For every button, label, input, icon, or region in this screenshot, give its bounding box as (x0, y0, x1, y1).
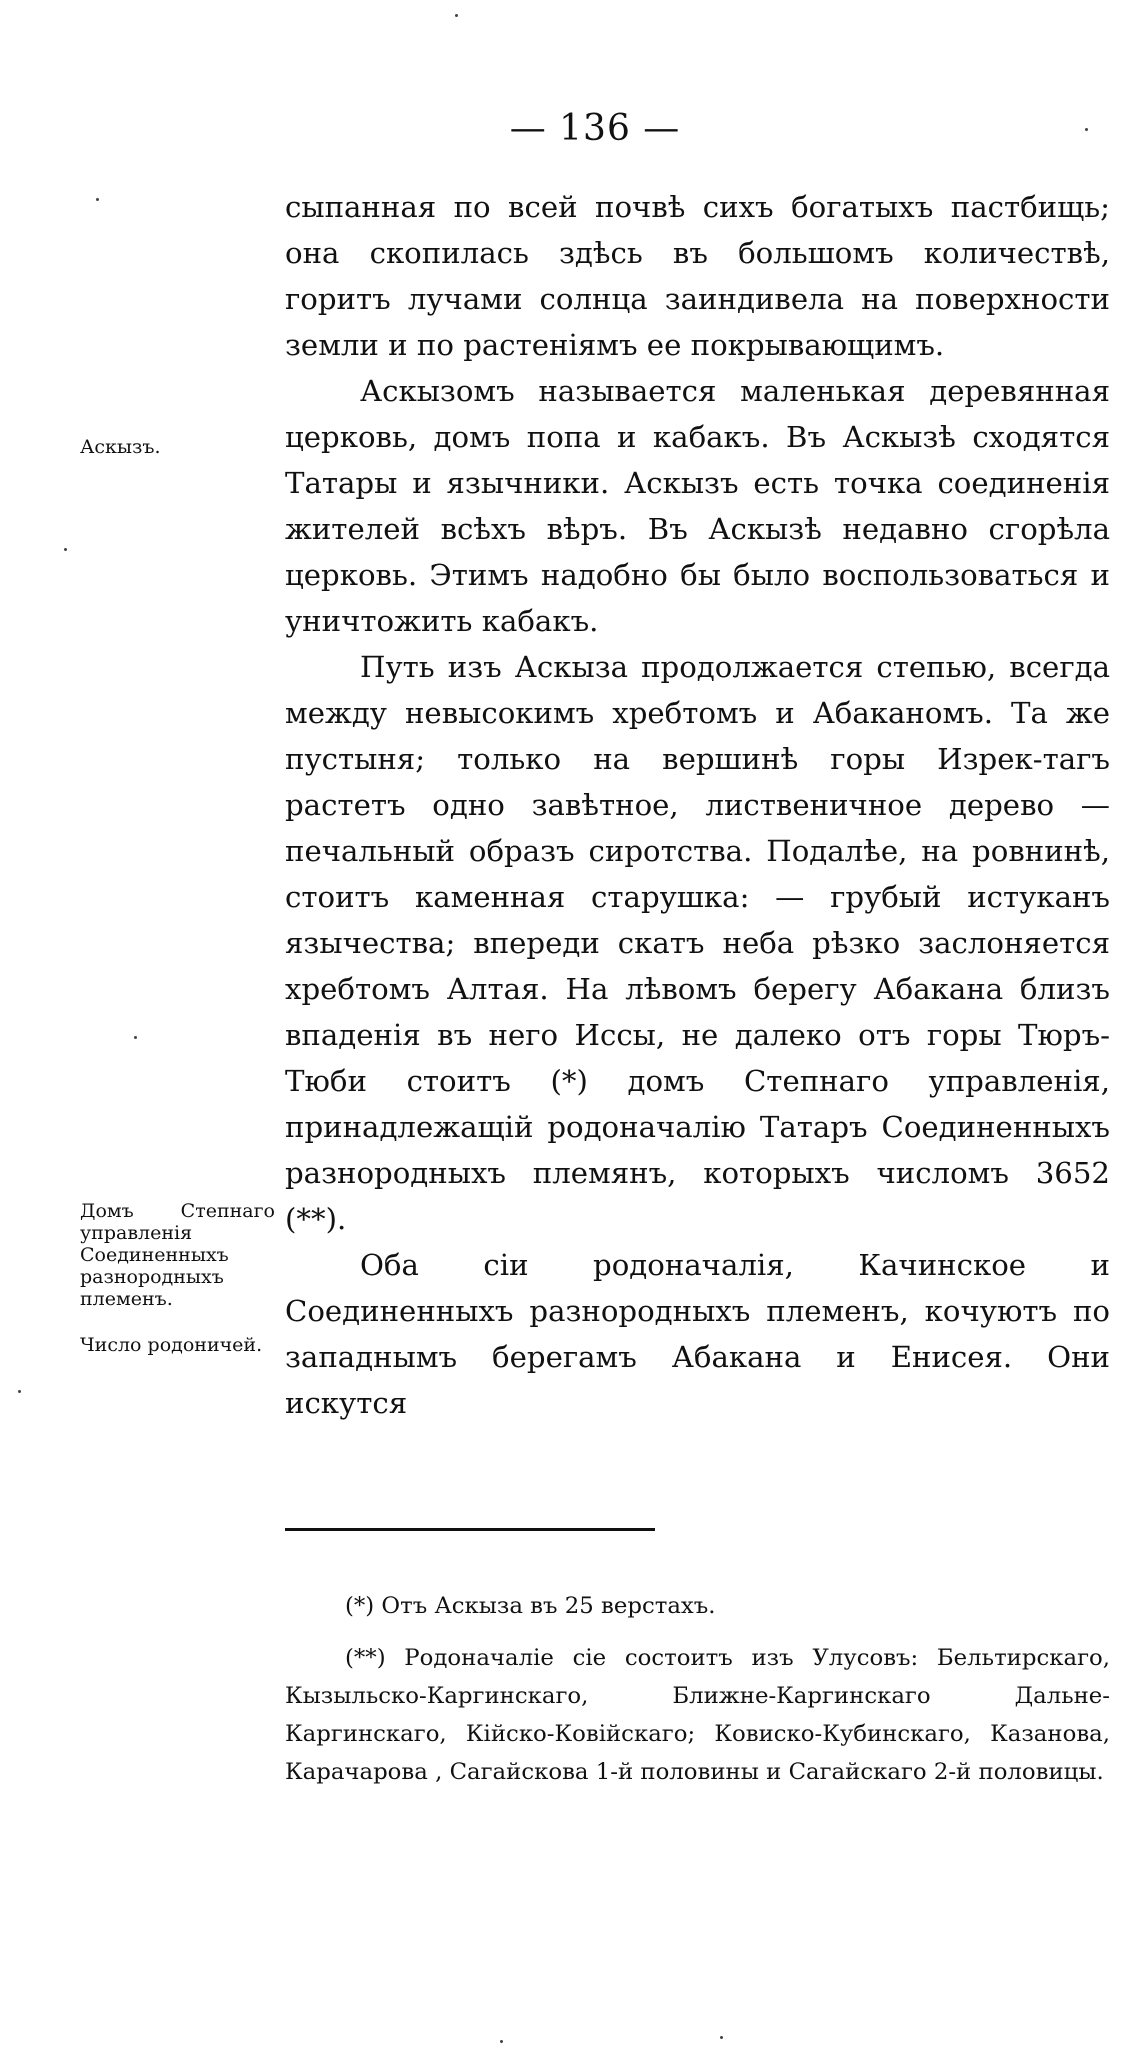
footnotes (285, 1587, 1110, 1805)
footnote-divider (285, 1528, 655, 1531)
margin-note-number: Число родоничей. (80, 1334, 263, 1356)
scan-speck (500, 2040, 503, 2043)
scan-speck (96, 198, 99, 201)
scan-speck (1085, 128, 1088, 131)
footnote-1: (*) Отъ Аскыза въ 25 верстахъ. (345, 1593, 716, 1619)
paragraph-2: Аскызомъ называется маленькая деревянная церковь, домъ попа и кабакъ. Въ Аскызѣ сходятся Татары и язычники. Аскызъ есть точка соединенія жителей всѣхъ вѣръ. Въ Аскызѣ недавно сгорѣла церковь. Этимъ надобно бы было воспользоваться и уничтожить кабакъ. (285, 374, 1110, 638)
scan-speck (18, 1390, 21, 1393)
margin-note-askyz: Аскызъ. (80, 436, 161, 458)
paragraph-4: Оба сіи родоначалія, Качинское и Соединенныхъ разнородныхъ племенъ, кочуютъ по западнымъ берегамъ Абакана и Енисея. Они искутся (285, 1248, 1110, 1420)
page-number: — 136 — (509, 108, 681, 149)
margin-note-steppe-house: Домъ Степнаго управленія Соединенныхъ разнородныхъ племенъ. (80, 1200, 275, 1310)
scan-speck (134, 1036, 137, 1039)
scan-speck (64, 548, 67, 551)
paragraph-1: сыпанная по всей почвѣ сихъ богатыхъ пастбищь; она скопилась здѣсь въ большомъ количествѣ, горитъ лучами солнца заиндивела на поверхности земли и по растеніямъ ее покрывающимъ. (285, 190, 1110, 362)
scan-speck (720, 2036, 723, 2039)
footnote-2: (**) Родоначаліе сіе состоитъ изъ Улусовъ: Бельтирскаго, Кызыльско-Каргинскаго, Ближне-Каргинскаго Дальне-Каргинскаго, Кійско-Ковійскаго; Ковиско-Кубинскаго, Казанова, Карачарова , Сагайскова 1-й половины и Сагайскаго 2-й половицы. (285, 1645, 1110, 1785)
main-text (285, 184, 1110, 1426)
scan-speck (455, 14, 458, 17)
paragraph-3: Путь изъ Аскыза продолжается степью, всегда между невысокимъ хребтомъ и Абаканомъ. Та же пустыня; только на вершинѣ горы Изрек-тагъ растетъ одно завѣтное, лиственичное дерево — печальный образъ сиротства. Подалѣе, на ровнинѣ, стоитъ каменная старушка: — грубый истуканъ язычества; впереди скатъ неба рѣзко заслоняется хребтомъ Алтая. На лѣвомъ берегу Абакана близъ впаденія въ него Иссы, не далеко отъ горы Тюръ-Тюби стоитъ (*) домъ Степнаго управленія, принадлежащій родоначалію Татаръ Соединенныхъ разнородныхъ племянъ, которыхъ числомъ 3652 (**). (285, 650, 1110, 1236)
